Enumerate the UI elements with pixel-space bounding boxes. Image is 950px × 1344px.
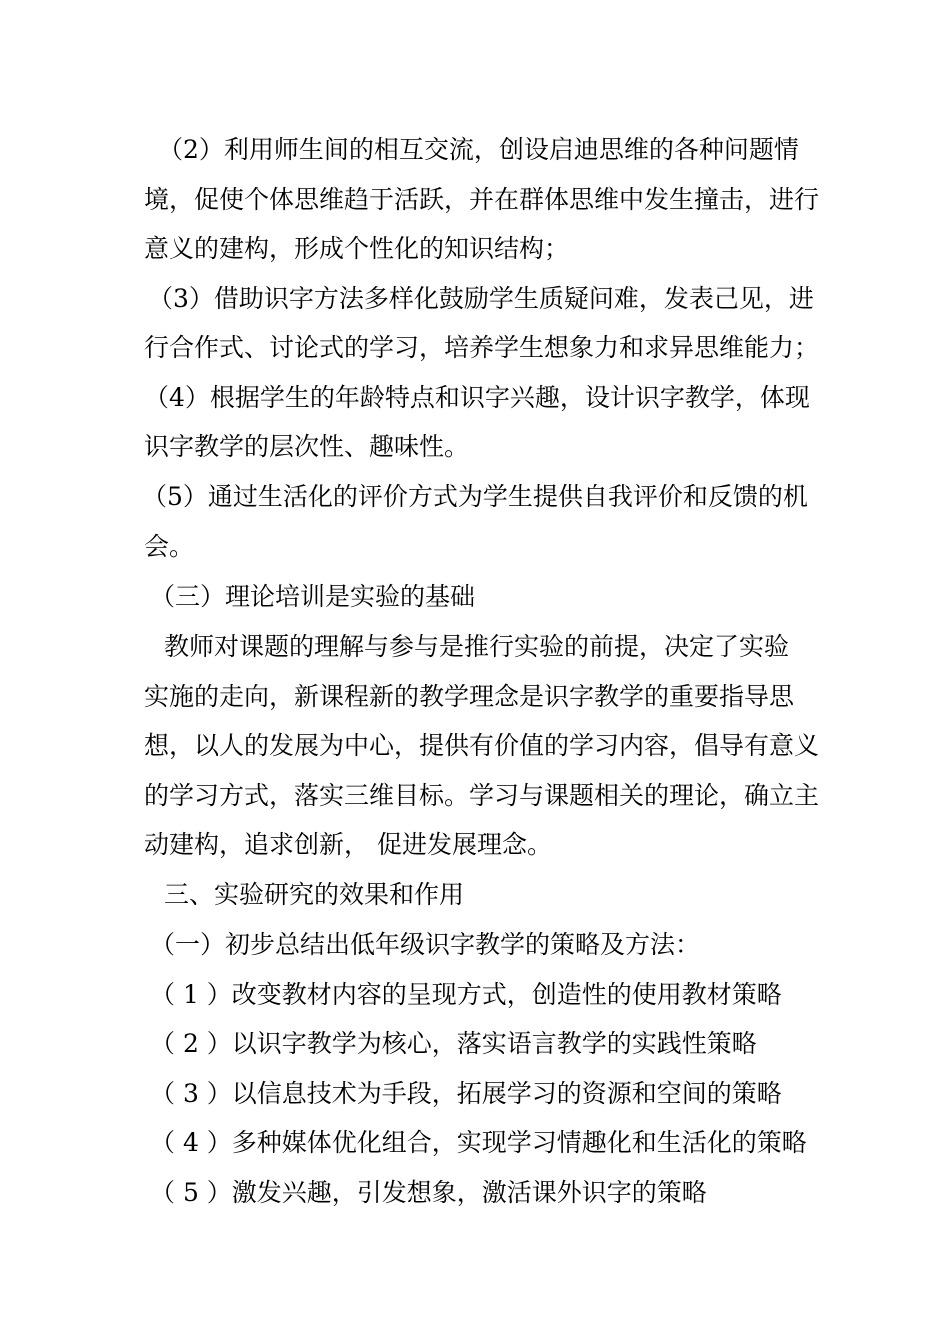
text-line: 会。 — [144, 532, 195, 561]
subsection-heading: （一）初步总结出低年级识字教学的策略及方法： — [150, 930, 701, 959]
text-line: 境，促使个体思维趋于活跃，并在群体思维中发生撞击，进行 — [144, 185, 820, 214]
section-heading: 三、实验研究的效果和作用 — [164, 880, 465, 909]
text-line: （2）利用师生间的相互交流，创设启迪思维的各种问题情 — [158, 135, 799, 164]
text-line: （5）通过生活化的评价方式为学生提供自我评价和反馈的机 — [142, 482, 808, 511]
text-line: 动建构，追求创新， 促进发展理念。 — [144, 830, 552, 859]
list-item: （ 5 ）激发兴趣，引发想象，激活课外识字的策略 — [150, 1178, 707, 1207]
text-line: 意义的建构，形成个性化的知识结构； — [144, 234, 570, 263]
section-heading: （三）理论培训是实验的基础 — [150, 582, 476, 611]
text-line: 行合作式、讨论式的学习，培养学生想象力和求异思维能力； — [144, 333, 820, 362]
list-item: （ 3 ）以信息技术为手段，拓展学习的资源和空间的策略 — [150, 1079, 782, 1108]
text-line: 识字教学的层次性、趣味性。 — [144, 432, 470, 461]
list-item: （ 2 ）以识字教学为核心，落实语言教学的实践性策略 — [150, 1029, 757, 1058]
list-item: （ 4 ）多种媒体优化组合，实现学习情趣化和生活化的策略 — [150, 1128, 807, 1157]
text-line: 教师对课题的理解与参与是推行实验的前提，决定了实验 — [164, 632, 790, 661]
text-line: 的学习方式，落实三维目标。学习与课题相关的理论，确立主 — [144, 781, 820, 810]
text-line: 实施的走向，新课程新的教学理念是识字教学的重要指导思 — [144, 682, 795, 711]
text-line: （4）根据学生的年龄特点和识字兴趣，设计识字教学，体现 — [144, 383, 810, 412]
text-line: （3）借助识字方法多样化鼓励学生质疑问难，发表己见，进 — [148, 284, 814, 313]
text-line: 想，以人的发展为中心，提供有价值的学习内容，倡导有意义 — [144, 731, 820, 760]
list-item: （ 1 ）改变教材内容的呈现方式，创造性的使用教材策略 — [150, 980, 782, 1009]
